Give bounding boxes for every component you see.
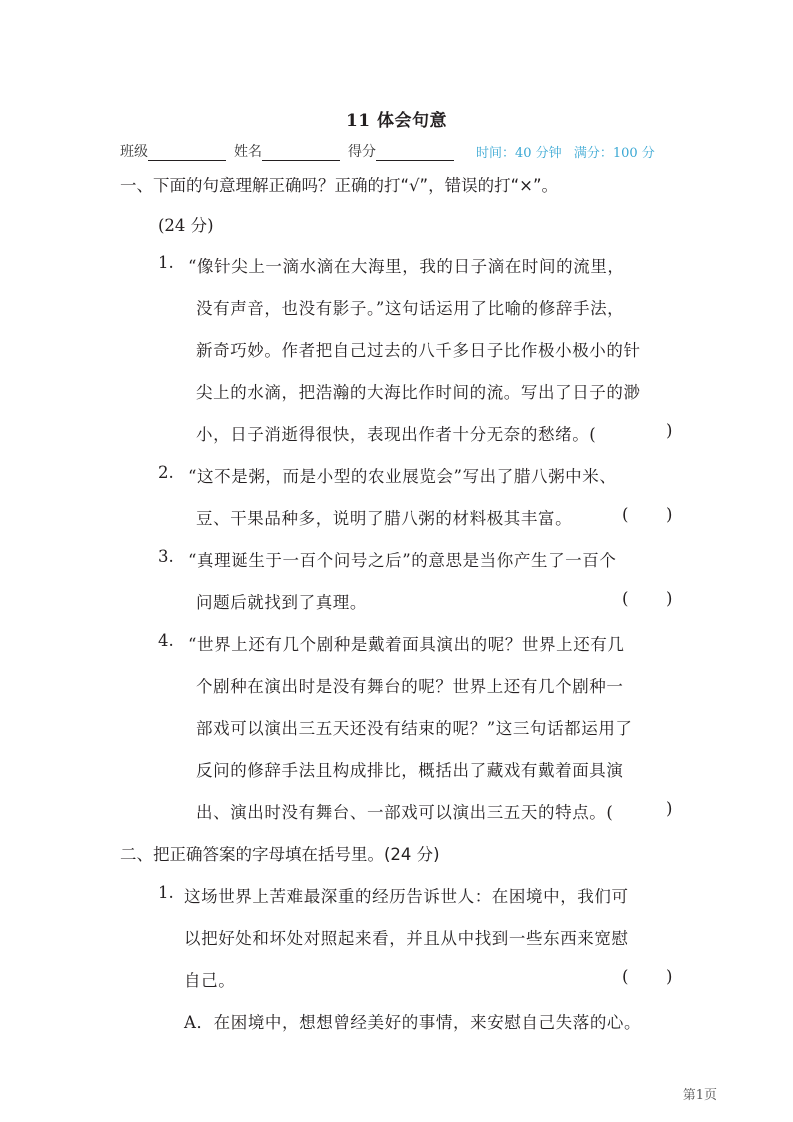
question-text-line: 问题后就找到了真理。 bbox=[196, 593, 367, 612]
page-number: 第1页 bbox=[682, 1088, 717, 1103]
answer-paren-close[interactable]: ) bbox=[666, 967, 673, 986]
question-text-line: 没有声音，也没有影子。”这句话运用了比喻的修辞手法， bbox=[196, 299, 625, 318]
class-blank[interactable] bbox=[148, 144, 226, 161]
answer-paren-open[interactable]: ( bbox=[622, 589, 629, 608]
student-info-row bbox=[120, 139, 680, 161]
section-2-heading: 二、把正确答案的字母填在括号里。(24 分) bbox=[120, 845, 440, 864]
question-text-line: 个剧种在演出时是没有舞台的呢？世界上还有几个剧种一 bbox=[196, 677, 624, 696]
question-text-line: “世界上还有几个剧种是戴着面具演出的呢？世界上还有几 bbox=[188, 635, 625, 654]
answer-paren-close[interactable]: ) bbox=[666, 421, 673, 440]
time-limit: 时间：40 分钟 bbox=[476, 146, 562, 161]
section-1-heading: 一、下面的句意理解正确吗？正确的打“√”，错误的打“×”。 bbox=[120, 176, 559, 195]
question-text-line: “真理诞生于一百个问号之后”的意思是当你产生了一百个 bbox=[188, 551, 617, 570]
question-number: 3. bbox=[158, 547, 174, 566]
answer-paren-close[interactable]: ) bbox=[666, 505, 673, 524]
exam-meta bbox=[476, 142, 663, 161]
question-number: 4. bbox=[158, 631, 174, 650]
question-text-line: 反问的修辞手法且构成排比，概括出了藏戏有戴着面具演 bbox=[196, 761, 624, 780]
question-text-line: “像针尖上一滴水滴在大海里，我的日子滴在时间的流里， bbox=[188, 257, 625, 276]
question-text-line: 尖上的水滴，把浩瀚的大海比作时间的流。写出了日子的渺 bbox=[196, 383, 641, 402]
question-text-line: 自己。 bbox=[184, 971, 236, 990]
question-text-line: 这场世界上苦难最深重的经历告诉世人：在困境中，我们可 bbox=[184, 887, 629, 906]
question-text-line: 豆、干果品种多，说明了腊八粥的材料极其丰富。 bbox=[196, 509, 573, 528]
page-title: 11 体会句意 bbox=[345, 111, 448, 131]
question-text-line: 小，日子消逝得很快，表现出作者十分无奈的愁绪。( bbox=[196, 425, 597, 444]
score-blank[interactable] bbox=[376, 144, 454, 161]
name-label: 姓名 bbox=[234, 144, 262, 160]
section-1-points: (24 分) bbox=[158, 216, 214, 235]
question-text-line: 新奇巧妙。作者把自己过去的八千多日子比作极小极小的针 bbox=[196, 341, 641, 360]
class-label: 班级 bbox=[120, 144, 148, 160]
name-blank[interactable] bbox=[262, 144, 340, 161]
answer-paren-open[interactable]: ( bbox=[622, 967, 629, 986]
question-text-line: 出、演出时没有舞台、一部戏可以演出三五天的特点。( bbox=[196, 803, 614, 822]
question-text-line: 部戏可以演出三五天还没有结束的呢？”这三句话都运用了 bbox=[196, 719, 633, 738]
question-text-line: 以把好处和坏处对照起来看，并且从中找到一些东西来宽慰 bbox=[184, 929, 629, 948]
option-a: A．在困境中，想想曾经美好的事情，来安慰自己失落的心。 bbox=[184, 1013, 642, 1032]
answer-paren-close[interactable]: ) bbox=[666, 799, 673, 818]
question-number: 1. bbox=[158, 253, 174, 272]
answer-paren-close[interactable]: ) bbox=[666, 589, 673, 608]
answer-paren-open[interactable]: ( bbox=[622, 505, 629, 524]
full-score: 满分：100 分 bbox=[573, 146, 655, 161]
question-number: 1. bbox=[158, 883, 174, 902]
question-text-line: “这不是粥，而是小型的农业展览会”写出了腊八粥中米、 bbox=[188, 467, 617, 486]
score-label: 得分 bbox=[348, 144, 376, 160]
question-number: 2. bbox=[158, 463, 174, 482]
